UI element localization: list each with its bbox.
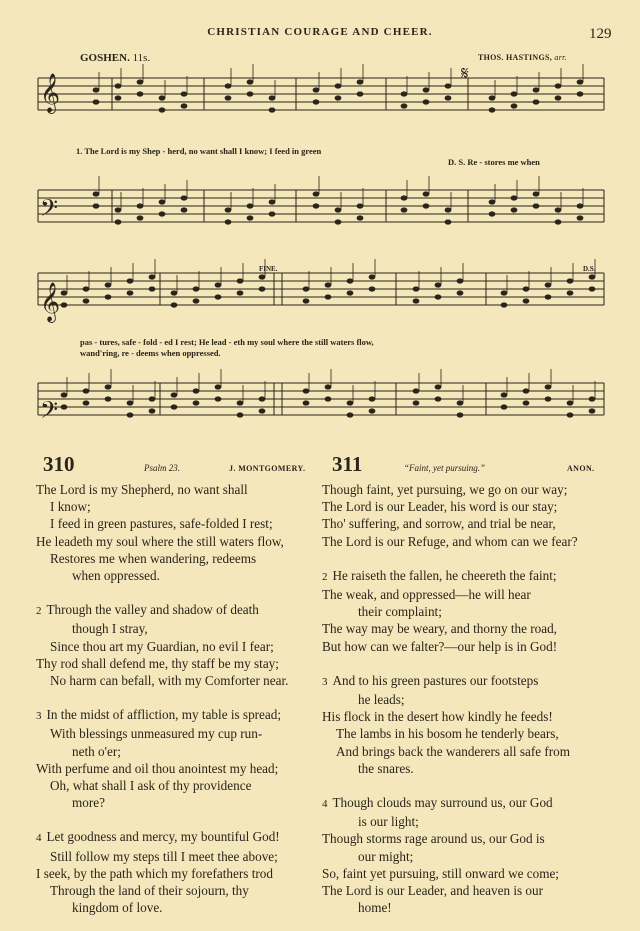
note-head	[523, 400, 530, 405]
note-head	[555, 83, 562, 88]
verse-line: I know;	[50, 499, 91, 515]
note-head	[93, 191, 100, 196]
note-head	[545, 294, 552, 299]
note-head	[247, 203, 254, 208]
verse-line: more?	[72, 795, 105, 811]
verse-line: our might;	[358, 848, 414, 864]
note-head	[401, 195, 408, 200]
note-head	[489, 95, 496, 100]
note-head	[501, 290, 508, 295]
note-head	[61, 392, 68, 397]
verse-line: And brings back the wanderers all safe from	[336, 743, 570, 759]
note-head	[127, 290, 134, 295]
note-head	[545, 384, 552, 389]
verse-line: No harm can befall, with my Comforter near.	[50, 673, 289, 689]
note-head	[83, 400, 90, 405]
note-head	[523, 286, 530, 291]
verse-number: 4	[322, 798, 328, 811]
note-head	[215, 282, 222, 287]
note-head	[325, 282, 332, 287]
verse-line: Oh, what shall I ask of thy providence	[50, 778, 252, 794]
verse-line: he leads;	[358, 692, 405, 708]
note-head	[259, 286, 266, 291]
note-head	[105, 384, 112, 389]
note-head	[149, 286, 156, 291]
note-head	[335, 207, 342, 212]
verse-line: With blessings unmeasured my cup run-	[50, 726, 263, 742]
note-head	[567, 412, 574, 417]
note-head	[127, 400, 134, 405]
verse-number: 3	[36, 710, 42, 723]
note-head	[115, 219, 122, 224]
note-head	[413, 298, 420, 303]
note-head	[335, 83, 342, 88]
note-head	[357, 79, 364, 84]
verse-line: Still follow my steps till I meet thee above;	[50, 848, 278, 864]
note-head	[115, 207, 122, 212]
note-head	[555, 219, 562, 224]
note-head	[225, 207, 232, 212]
verse-line: I feed in green pastures, safe-folded I rest;	[50, 516, 273, 532]
verse-line: home!	[358, 900, 392, 916]
verse-line: The Lord is my Shepherd, no want shall	[36, 482, 248, 497]
note-head	[149, 396, 156, 401]
note-head	[313, 87, 320, 92]
note-head	[347, 412, 354, 417]
note-head	[589, 286, 596, 291]
note-head	[357, 215, 364, 220]
note-head	[61, 290, 68, 295]
note-head	[237, 290, 244, 295]
note-head	[193, 298, 200, 303]
fine-mark: FINE.	[259, 265, 278, 273]
verse-line: Through the land of their sojourn, thy	[50, 883, 249, 899]
hymn-310-text	[36, 481, 320, 916]
verse-line: The Lord is our Leader, and heaven is our	[322, 883, 544, 899]
note-head	[533, 203, 540, 208]
verse-line: Though faint, yet pursuing, we go on our way;	[322, 482, 568, 497]
note-head	[501, 392, 508, 397]
note-heads	[61, 64, 596, 418]
verse-line: So, faint yet pursuing, still onward we come;	[322, 865, 559, 881]
note-head	[225, 95, 232, 100]
verse-line: neth o'er;	[72, 743, 121, 759]
note-head	[511, 207, 518, 212]
note-head	[369, 396, 376, 401]
note-head	[313, 191, 320, 196]
verse-line: Let goodness and mercy, my bountiful God!	[46, 829, 280, 845]
note-head	[303, 388, 310, 393]
note-head	[325, 294, 332, 299]
note-head	[567, 278, 574, 283]
hymn-number: 310	[43, 452, 75, 476]
note-head	[489, 211, 496, 216]
note-head	[577, 79, 584, 84]
note-head	[545, 396, 552, 401]
note-head	[533, 87, 540, 92]
note-head	[137, 215, 144, 220]
note-head	[215, 294, 222, 299]
note-head	[181, 207, 188, 212]
note-head	[137, 203, 144, 208]
running-title: CHRISTIAN COURAGE AND CHEER.	[207, 26, 433, 38]
bass-clef-icon: 𝄢	[40, 194, 59, 227]
verse-number: 3	[322, 675, 328, 688]
verse-line: Though clouds may surround us, our God	[332, 795, 553, 811]
note-head	[457, 400, 464, 405]
note-head	[445, 207, 452, 212]
note-head	[567, 290, 574, 295]
bass-clef-icon: 𝄢	[40, 396, 59, 429]
verse-line: though I stray,	[72, 621, 148, 637]
note-head	[511, 195, 518, 200]
treble-clef-icon: 𝄞	[40, 73, 61, 113]
note-head	[577, 215, 584, 220]
note-head	[225, 219, 232, 224]
note-head	[435, 384, 442, 389]
verse-line: He leadeth my soul where the still waters flow,	[36, 533, 284, 549]
verse-line: is our light;	[358, 814, 419, 830]
note-head	[423, 191, 430, 196]
lyric-line: pas - tures, safe - fold - ed I rest; He lead - eth my soul where the still waters flow,	[80, 337, 374, 347]
note-head	[159, 95, 166, 100]
note-head	[237, 400, 244, 405]
note-head	[325, 396, 332, 401]
note-head	[511, 103, 518, 108]
verse-line: And to his green pastures our footsteps	[332, 672, 539, 688]
note-head	[413, 388, 420, 393]
note-head	[457, 278, 464, 283]
note-head	[401, 207, 408, 212]
note-head	[369, 286, 376, 291]
note-head	[137, 79, 144, 84]
note-head	[567, 400, 574, 405]
note-head	[347, 290, 354, 295]
verse-number: 4	[36, 832, 42, 845]
hymn-author: J. MONTGOMERY.	[229, 464, 306, 473]
note-head	[181, 103, 188, 108]
note-head	[247, 91, 254, 96]
note-head	[335, 219, 342, 224]
note-head	[445, 95, 452, 100]
note-head	[105, 396, 112, 401]
arranger-suffix: arr.	[554, 53, 567, 62]
note-head	[589, 408, 596, 413]
note-head	[93, 203, 100, 208]
note-head	[489, 199, 496, 204]
verse-line: Though storms rage around us, our God is	[322, 831, 545, 847]
note-head	[347, 400, 354, 405]
note-head	[105, 294, 112, 299]
note-head	[457, 412, 464, 417]
note-head	[61, 404, 68, 409]
note-head	[93, 99, 100, 104]
verse-line: The lambs in his bosom he tenderly bears,	[336, 726, 559, 742]
note-head	[269, 95, 276, 100]
note-head	[435, 396, 442, 401]
note-head	[401, 103, 408, 108]
note-head	[589, 274, 596, 279]
note-head	[193, 286, 200, 291]
note-head	[555, 207, 562, 212]
page-number: 129	[589, 26, 612, 42]
hymn-scripture-ref: Psalm 23.	[144, 463, 180, 473]
note-head	[303, 298, 310, 303]
note-head	[171, 404, 178, 409]
verse-line: But how can we falter?—our help is in God!	[322, 638, 558, 654]
note-head	[137, 91, 144, 96]
note-head	[357, 203, 364, 208]
note-head	[489, 107, 496, 112]
note-head	[181, 195, 188, 200]
verse-line: Since thou art my Guardian, no evil I fear;	[50, 638, 274, 654]
verse-line: kingdom of love.	[72, 900, 163, 916]
note-head	[511, 91, 518, 96]
note-head	[93, 87, 100, 92]
note-head	[325, 384, 332, 389]
lyric-line: 1. The Lord is my Shep - herd, no want shall I know; I feed in green	[76, 146, 322, 156]
verse-line: Through the valley and shadow of death	[46, 602, 259, 618]
note-head	[533, 99, 540, 104]
note-head	[127, 278, 134, 283]
note-head	[259, 408, 266, 413]
verse-number: 2	[322, 570, 328, 583]
note-head	[159, 199, 166, 204]
note-head	[501, 302, 508, 307]
ds-mark: D.S.	[583, 265, 596, 273]
note-head	[171, 290, 178, 295]
note-head	[401, 91, 408, 96]
hymn-author: ANON.	[567, 464, 595, 473]
note-head	[501, 404, 508, 409]
treble-clef-icon: 𝄞	[40, 282, 61, 322]
note-head	[83, 388, 90, 393]
note-head	[445, 83, 452, 88]
note-head	[445, 219, 452, 224]
hymn-title: “Faint, yet pursuing.”	[404, 463, 486, 473]
note-head	[577, 203, 584, 208]
note-head	[269, 211, 276, 216]
note-head	[533, 191, 540, 196]
note-head	[335, 95, 342, 100]
note-head	[423, 203, 430, 208]
tune-name: GOSHEN.	[80, 52, 130, 64]
note-head	[171, 302, 178, 307]
lyric-line: wand'ring, re - deems when oppressed.	[80, 348, 221, 358]
note-head	[313, 99, 320, 104]
verse-line: their complaint;	[358, 604, 442, 620]
note-head	[347, 278, 354, 283]
verse-line: Restores me when wandering, redeems	[50, 550, 257, 566]
note-head	[545, 282, 552, 287]
note-head	[193, 388, 200, 393]
note-head	[215, 384, 222, 389]
verse-line: The Lord is our Leader, his word is our stay;	[322, 499, 558, 515]
note-head	[115, 83, 122, 88]
lyric-line: D. S. Re - stores me when	[448, 157, 540, 167]
note-head	[413, 286, 420, 291]
verse-line: the snares.	[358, 760, 414, 776]
verse-line: The Lord is our Refuge, and whom can we fear?	[322, 533, 578, 549]
note-head	[577, 91, 584, 96]
verse-line: when oppressed.	[72, 568, 160, 584]
note-head	[435, 294, 442, 299]
note-head	[369, 274, 376, 279]
note-head	[105, 282, 112, 287]
note-head	[269, 199, 276, 204]
note-head	[369, 408, 376, 413]
verse-number: 2	[36, 605, 42, 618]
note-head	[555, 95, 562, 100]
tune-meter: 11s.	[132, 52, 151, 64]
verse-line: Tho' suffering, and sorrow, and trial be near,	[322, 516, 556, 532]
note-head	[83, 286, 90, 291]
note-head	[149, 408, 156, 413]
verse-line: I seek, by the path which my forefathers trod	[36, 865, 273, 881]
note-head	[181, 91, 188, 96]
verse-line: Thy rod shall defend me, thy staff be my stay;	[36, 655, 279, 671]
note-head	[269, 107, 276, 112]
note-head	[247, 215, 254, 220]
hymn-311-text	[322, 481, 606, 916]
note-head	[423, 99, 430, 104]
note-head	[215, 396, 222, 401]
verse-line: In the midst of affliction, my table is spread;	[46, 707, 282, 723]
note-head	[159, 107, 166, 112]
note-head	[237, 412, 244, 417]
note-head	[171, 392, 178, 397]
note-head	[259, 274, 266, 279]
note-head	[259, 396, 266, 401]
note-head	[303, 400, 310, 405]
verse-line: The way may be weary, and thorny the road,	[322, 621, 557, 637]
staff-lines	[38, 78, 604, 415]
note-head	[149, 274, 156, 279]
verse-line: He raiseth the fallen, he cheereth the faint;	[332, 567, 557, 583]
note-head	[127, 412, 134, 417]
music-score	[0, 0, 640, 440]
segno-icon: 𝄋	[461, 63, 469, 84]
arranger-name: THOS. HASTINGS,	[478, 53, 553, 62]
note-head	[413, 400, 420, 405]
note-head	[457, 290, 464, 295]
note-head	[159, 211, 166, 216]
note-head	[313, 203, 320, 208]
hymn-number: 311	[332, 452, 363, 476]
verse-line: The weak, and oppressed—he will hear	[322, 587, 531, 603]
note-head	[423, 87, 430, 92]
verse-line: With perfume and oil thou anointest my head;	[36, 760, 279, 776]
note-head	[225, 83, 232, 88]
note-head	[589, 396, 596, 401]
note-head	[523, 298, 530, 303]
note-head	[435, 282, 442, 287]
note-head	[61, 302, 68, 307]
note-head	[237, 278, 244, 283]
note-head	[115, 95, 122, 100]
note-head	[193, 400, 200, 405]
note-head	[303, 286, 310, 291]
verse-line: His flock in the desert how kindly he feeds!	[322, 709, 553, 725]
note-head	[247, 79, 254, 84]
note-head	[523, 388, 530, 393]
note-head	[83, 298, 90, 303]
note-head	[357, 91, 364, 96]
